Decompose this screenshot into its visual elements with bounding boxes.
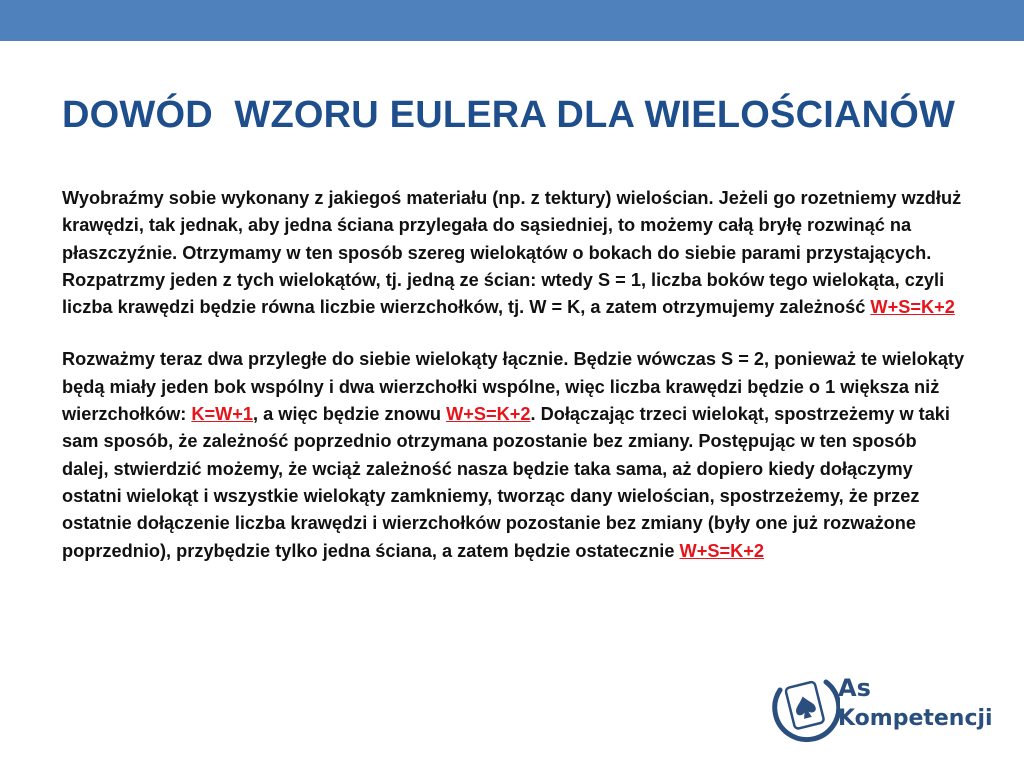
slide-title: DOWÓD WZORU EULERA DLA WIELOŚCIANÓW bbox=[62, 94, 956, 136]
top-accent-bar bbox=[0, 0, 1024, 41]
slide-body bbox=[62, 185, 967, 590]
euler-formula-link[interactable]: W+S=K+2 bbox=[679, 540, 764, 561]
edge-formula-link[interactable]: K=W+1 bbox=[191, 404, 254, 425]
euler-formula-link[interactable]: W+S=K+2 bbox=[446, 404, 531, 425]
card-spade-icon bbox=[770, 672, 840, 744]
paragraph-2-text-1: Rozważmy teraz dwa przyległe do siebie wielokąty łącznie. Będzie wówczas S = 2, ponieważ te wielokąty będą miały jeden bok wspólny i dwa wierzchołki wspólne, więc liczba krawędzi będzie o 1 większa niż wierzchołków: bbox=[62, 349, 965, 425]
logo-text-kompetencji: Kompetencji bbox=[838, 706, 993, 731]
paragraph-2 bbox=[62, 346, 967, 564]
paragraph-2-text-2: , a więc będzie znowu bbox=[253, 404, 447, 425]
logo-text-as: As bbox=[838, 674, 871, 702]
euler-formula-link[interactable]: W+S=K+2 bbox=[870, 297, 955, 318]
paragraph-2-text-3: . Dołączając trzeci wielokąt, spostrzeżemy w taki sam sposób, że zależność poprzednio otrzymana pozostanie bez zmiany. Postępując w ten sposób dalej, stwierdzić możemy, że wciąż zależność nasza będzie taka sama, aż dopiero kiedy dołączymy ostatni wielokąt i wszystkie wielokąty zamkniemy, tworząc dany wielościan, spostrzeżemy, że przez ostatnie dołączenie liczba krawędzi i wierzchołków pozostanie bez zmiany (były one już rozważone poprzednio), przybędzie tylko jedna ściana, a zatem będzie ostatecznie bbox=[62, 404, 950, 561]
as-kompetencji-logo bbox=[770, 672, 1000, 742]
paragraph-1 bbox=[62, 185, 967, 321]
paragraph-1-text: Wyobraźmy sobie wykonany z jakiegoś materiału (np. z tektury) wielościan. Jeżeli go rozetniemy wzdłuż krawędzi, tak jednak, aby jedna ściana przylegała do sąsiedniej, to możemy całą bryłę rozwinąć na płaszczyźnie. Otrzymamy w ten sposób szereg wielokątów o bokach do siebie parami przystających. Rozpatrzmy jeden z tych wielokątów, tj. jedną ze ścian: wtedy S = 1, liczba boków tego wielokąta, czyli liczba krawędzi będzie równa liczbie wierzchołków, tj. W = K, a zatem otrzymujemy zależność bbox=[62, 188, 962, 318]
